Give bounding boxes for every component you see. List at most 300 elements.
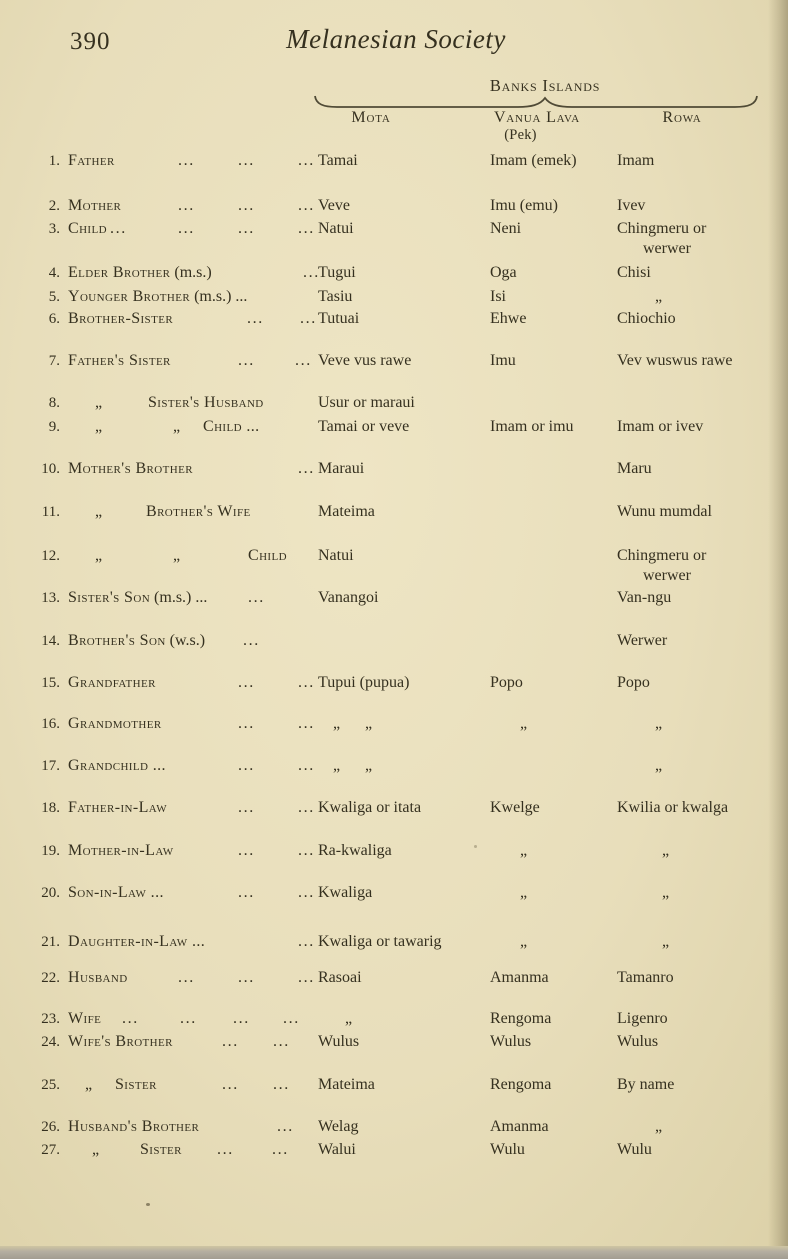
table-row <box>0 393 788 417</box>
leader-dots: ... <box>273 1076 290 1093</box>
rowa-cell <box>617 588 671 608</box>
cell-text: Tasiu <box>318 288 353 305</box>
cell-text: Sister <box>140 1141 182 1158</box>
cell-text: Isi <box>490 288 506 305</box>
cell-text: Mateima <box>318 503 375 520</box>
cell-text: Amanma <box>490 1118 549 1135</box>
leader-dots: ... <box>298 197 315 214</box>
term-cell <box>68 673 320 693</box>
cell-text: Amanma <box>490 969 549 986</box>
cell-text: Chisi <box>617 264 651 281</box>
mota-cell <box>318 932 442 952</box>
leader-dots: ... <box>238 757 255 774</box>
row-number: 10. <box>41 461 60 477</box>
term-cell <box>68 151 320 171</box>
page-edge-shadow-right <box>768 0 788 1259</box>
cell-text: Elder Brother <box>68 264 171 281</box>
leader-dots: ... <box>238 842 255 859</box>
mota-cell <box>318 841 392 861</box>
cell-text: Father-in-Law <box>68 799 168 816</box>
vanua-lava-cell <box>490 1117 549 1137</box>
rowa-cell <box>617 417 703 437</box>
mota-cell <box>318 393 415 413</box>
row-number: 21. <box>41 934 60 950</box>
cell-text: Husband's Brother <box>68 1118 200 1135</box>
table-row <box>0 263 788 287</box>
row-number: 2. <box>48 198 60 214</box>
cell-text: Veve <box>318 197 350 214</box>
page-bottom-edge <box>0 1246 788 1259</box>
leader-dots: ... <box>298 674 315 691</box>
leader-dots: ... <box>298 460 315 477</box>
term-cell <box>68 932 320 952</box>
table-row <box>0 196 788 220</box>
cell-text: Popo <box>617 674 650 691</box>
ditto-mark: „ <box>345 1010 353 1027</box>
ditto-mark: „ <box>520 884 528 901</box>
leader-dots: ... <box>178 152 195 169</box>
row-number: 12. <box>41 548 60 564</box>
rowa-cell <box>617 151 654 171</box>
cell-text: Wulus <box>318 1033 360 1050</box>
row-number: 26. <box>41 1119 60 1135</box>
cell-text: Welag <box>318 1118 359 1135</box>
term-cell <box>68 351 320 371</box>
leader-dots: ... <box>178 197 195 214</box>
table-row <box>0 1009 788 1033</box>
mota-cell <box>318 1117 358 1137</box>
ditto-mark: „ <box>95 418 103 435</box>
page-number: 390 <box>70 28 111 55</box>
ink-speck <box>146 1203 150 1206</box>
row-number: 24. <box>41 1034 60 1050</box>
term-cell <box>68 968 320 988</box>
term-cell <box>68 883 320 903</box>
cell-text: Wulu <box>617 1141 652 1158</box>
term-cell <box>68 219 320 239</box>
row-number: 19. <box>41 843 60 859</box>
vanua-lava-cell <box>490 309 526 329</box>
table-row <box>0 756 788 780</box>
column-header-mota: Mota <box>351 109 391 126</box>
page-title: Melanesian Society <box>286 24 506 54</box>
cell-text: Child <box>248 547 287 564</box>
rowa-cell <box>617 631 667 651</box>
cell-text: Mother's Brother <box>68 460 193 477</box>
cell-text: Walui <box>318 1141 356 1158</box>
leader-dots: ... <box>243 632 260 649</box>
cell-text: Ligenro <box>617 1010 668 1027</box>
table-row <box>0 883 788 907</box>
leader-dots: ... <box>217 1141 234 1158</box>
leader-dots: ... <box>238 352 255 369</box>
table-row <box>0 714 788 738</box>
cell-text: Wunu mumdal <box>617 503 712 520</box>
cell-text: Oga <box>490 264 517 281</box>
leader-dots: ... <box>298 757 315 774</box>
leader-dots: ... <box>273 1033 290 1050</box>
leader-dots: ... <box>222 1076 239 1093</box>
column-header-rowa: Rowa <box>662 109 702 126</box>
cell-text: Brother's Son <box>68 632 166 649</box>
cell-text: Natui <box>318 220 354 237</box>
table-row <box>0 151 788 175</box>
cell-text: Kwelge <box>490 799 540 816</box>
cell-text: Tamanro <box>617 969 674 986</box>
cell-text: Chiochio <box>617 310 676 327</box>
leader-dots: ... <box>122 1010 139 1027</box>
leader-dots: ... <box>300 310 317 327</box>
cell-text: Wulu <box>490 1141 525 1158</box>
table-row <box>0 841 788 865</box>
row-number: 5. <box>48 289 60 305</box>
term-cell <box>68 287 320 307</box>
term-cell <box>68 1009 320 1029</box>
rowa-cell <box>617 546 707 584</box>
mota-cell <box>318 459 364 479</box>
rowa-cell <box>617 309 676 329</box>
leader-dots: ... <box>248 589 265 606</box>
row-number: 17. <box>41 758 60 774</box>
ditto-mark: „ <box>365 757 373 774</box>
mota-cell <box>318 1140 356 1160</box>
rowa-cell <box>617 1140 652 1160</box>
mota-cell <box>318 588 378 608</box>
term-cell <box>68 263 320 283</box>
ditto-mark: „ <box>95 547 103 564</box>
group-header-banks-islands: Banks Islands <box>489 76 601 95</box>
table-row <box>0 546 788 584</box>
vanua-lava-cell <box>490 968 549 988</box>
cell-text: Father's Sister <box>68 352 171 369</box>
rowa-cell <box>617 798 728 818</box>
leader-dots: ... <box>295 352 312 369</box>
row-number: 20. <box>41 885 60 901</box>
term-cell <box>68 196 320 216</box>
cell-text: Child <box>68 220 107 237</box>
cell-text: Sister's Husband <box>148 394 264 411</box>
column-header-vanua-lava-sub: (Pek) <box>504 127 537 143</box>
mota-cell <box>318 309 359 329</box>
table-row <box>0 219 788 257</box>
rowa-cell <box>617 351 733 371</box>
leader-dots: ... <box>298 152 315 169</box>
cell-text: Rengoma <box>490 1076 552 1093</box>
rowa-cell <box>617 459 652 479</box>
mota-cell <box>318 968 362 988</box>
leader-dots: ... <box>238 674 255 691</box>
leader-dots: ... <box>178 220 195 237</box>
row-number: 22. <box>41 970 60 986</box>
cell-text: Werwer <box>617 632 668 649</box>
leader-dots: ... <box>238 220 255 237</box>
row-number: 23. <box>41 1011 60 1027</box>
ditto-mark: „ <box>655 1118 663 1135</box>
cell-text: Mother-in-Law <box>68 842 174 859</box>
cell-text: (m.s.) ... <box>190 288 248 305</box>
vanua-lava-cell <box>490 1075 551 1095</box>
cell-text: (m.s.) ... <box>150 589 208 606</box>
cell-text: Mateima <box>318 1076 375 1093</box>
table-row <box>0 287 788 311</box>
rowa-cell <box>617 219 707 257</box>
cell-text: Grandchild ... <box>68 757 166 774</box>
leader-dots: ... <box>238 884 255 901</box>
cell-text: Grandfather <box>68 674 156 691</box>
ditto-mark: „ <box>85 1076 93 1093</box>
table-row <box>0 588 788 612</box>
ditto-mark: „ <box>520 842 528 859</box>
cell-text: Veve vus rawe <box>318 352 412 369</box>
leader-dots: ... <box>222 1033 239 1050</box>
ditto-mark: „ <box>655 288 663 305</box>
table-row <box>0 631 788 655</box>
cell-text: Imu <box>490 352 516 369</box>
table-row <box>0 309 788 333</box>
vanua-lava-cell <box>490 1140 525 1160</box>
rowa-cell <box>617 502 712 522</box>
table-row <box>0 1140 788 1164</box>
cell-text: By name <box>617 1076 675 1093</box>
row-number: 15. <box>41 675 60 691</box>
row-number: 18. <box>41 800 60 816</box>
mota-cell <box>318 1075 375 1095</box>
table-row <box>0 1075 788 1099</box>
cell-text: Neni <box>490 220 522 237</box>
cell-text: Sister's Son <box>68 589 151 606</box>
leader-dots: ... <box>298 933 315 950</box>
vanua-lava-cell <box>490 417 574 437</box>
table-row <box>0 798 788 822</box>
vanua-lava-cell <box>490 1009 551 1029</box>
cell-text: Imu (emu) <box>490 197 558 214</box>
table-row <box>0 968 788 992</box>
cell-text: Husband <box>68 969 128 986</box>
row-number: 16. <box>41 716 60 732</box>
cell-text: Ivev <box>617 197 646 214</box>
rowa-cell <box>617 968 674 988</box>
cell-text: Tutuai <box>318 310 360 327</box>
ditto-mark: „ <box>520 715 528 732</box>
rowa-cell <box>617 196 645 216</box>
ditto-mark: „ <box>662 842 670 859</box>
table-row <box>0 1117 788 1141</box>
cell-text: Ra-kwaliga <box>318 842 392 859</box>
cell-text: Son-in-Law ... <box>68 884 164 901</box>
ditto-mark: „ <box>655 715 663 732</box>
leader-dots: ... <box>303 264 320 281</box>
cell-text: Van-ngu <box>617 589 672 606</box>
leader-dots: ... <box>283 1010 300 1027</box>
vanua-lava-cell <box>490 263 517 283</box>
term-cell <box>68 1117 320 1137</box>
table-row <box>0 932 788 956</box>
term-cell <box>68 714 320 734</box>
mota-cell <box>318 417 409 437</box>
leader-dots: ... <box>238 152 255 169</box>
leader-dots: ... <box>298 715 315 732</box>
cell-text: Grandmother <box>68 715 162 732</box>
cell-text: Kwaliga or tawarig <box>318 933 442 950</box>
cell-text: Maru <box>617 460 652 477</box>
vanua-lava-cell <box>490 351 516 371</box>
cell-text: Child ... <box>203 418 260 435</box>
table-row <box>0 673 788 697</box>
row-number: 9. <box>48 419 60 435</box>
mota-cell <box>318 263 356 283</box>
cell-text: Brother's Wife <box>146 503 251 520</box>
vanua-lava-cell <box>490 1032 531 1052</box>
ditto-mark: „ <box>333 715 341 732</box>
table-row <box>0 459 788 483</box>
table-row <box>0 502 788 526</box>
cell-text: Chingmeru or <box>617 220 707 237</box>
mota-cell <box>318 351 411 371</box>
row-number: 6. <box>48 311 60 327</box>
cell-text: Tupui (pupua) <box>318 674 410 691</box>
cell-text: (w.s.) <box>165 632 206 649</box>
term-cell <box>68 459 320 479</box>
term-cell <box>68 841 320 861</box>
vanua-lava-cell <box>490 196 558 216</box>
cell-text: Kwaliga <box>318 884 373 901</box>
term-cell <box>68 756 320 776</box>
mota-cell <box>318 196 350 216</box>
ink-speck <box>474 845 477 848</box>
cell-text: Natui <box>318 547 354 564</box>
leader-dots: ... <box>298 220 315 237</box>
row-number: 7. <box>48 353 60 369</box>
cell-text: Popo <box>490 674 523 691</box>
cell-text: Younger Brother <box>68 288 191 305</box>
ditto-mark: „ <box>173 547 181 564</box>
ditto-mark: „ <box>333 757 341 774</box>
table-row <box>0 1032 788 1056</box>
cell-text: werwer <box>643 240 691 257</box>
leader-dots: ... <box>180 1010 197 1027</box>
row-number: 13. <box>41 590 60 606</box>
leader-dots: ... <box>298 799 315 816</box>
term-cell <box>68 798 320 818</box>
cell-text: Rasoai <box>318 969 362 986</box>
cell-text: Daughter-in-Law ... <box>68 933 206 950</box>
vanua-lava-cell <box>490 798 540 818</box>
cell-text: Ehwe <box>490 310 527 327</box>
term-cell <box>68 631 320 651</box>
leader-dots: ... <box>247 310 264 327</box>
leader-dots: ... <box>238 799 255 816</box>
ditto-mark: „ <box>365 715 373 732</box>
leader-dots: ... <box>238 715 255 732</box>
cell-text: Kwaliga or itata <box>318 799 422 816</box>
cell-text: Vev wuswus rawe <box>617 352 733 369</box>
mota-cell <box>318 883 372 903</box>
leader-dots: ... <box>298 842 315 859</box>
cell-text: Usur or maraui <box>318 394 415 411</box>
cell-text: Wulus <box>617 1033 659 1050</box>
cell-text: Vanangoi <box>318 589 379 606</box>
cell-text: Tugui <box>318 264 356 281</box>
vanua-lava-cell <box>490 151 577 171</box>
mota-cell <box>318 502 375 522</box>
ditto-mark: „ <box>655 757 663 774</box>
ditto-mark: „ <box>95 394 103 411</box>
mota-cell <box>318 219 354 239</box>
cell-text: Wife's Brother <box>68 1033 173 1050</box>
table-row <box>0 417 788 441</box>
rowa-cell <box>617 673 650 693</box>
cell-text: Imam or ivev <box>617 418 704 435</box>
ditto-mark: „ <box>520 933 528 950</box>
leader-dots: ... <box>233 1010 250 1027</box>
cell-text: Father <box>68 152 115 169</box>
term-cell <box>68 1032 320 1052</box>
ditto-mark: „ <box>662 933 670 950</box>
leader-dots: ... <box>298 884 315 901</box>
rowa-cell <box>617 263 651 283</box>
table-row <box>0 351 788 375</box>
vanua-lava-cell <box>490 219 521 239</box>
cell-text: Imam or imu <box>490 418 574 435</box>
leader-dots: ... <box>277 1118 294 1135</box>
cell-text: Imam (emek) <box>490 152 577 169</box>
leader-dots: ... <box>110 220 127 237</box>
mota-cell <box>318 151 358 171</box>
vanua-lava-cell <box>490 287 506 307</box>
ditto-mark: „ <box>662 884 670 901</box>
cell-text: (m.s.) <box>170 264 212 281</box>
ditto-mark: „ <box>95 503 103 520</box>
rowa-cell <box>617 1009 668 1029</box>
row-number: 4. <box>48 265 60 281</box>
mota-cell <box>318 798 421 818</box>
column-header-vanua-lava: Vanua Lava <box>493 109 581 126</box>
rowa-cell <box>617 1075 674 1095</box>
cell-text: Tamai or veve <box>318 418 410 435</box>
leader-dots: ... <box>238 969 255 986</box>
cell-text: Wife <box>68 1010 102 1027</box>
vanua-lava-cell <box>490 673 523 693</box>
term-cell <box>68 309 320 329</box>
row-number: 11. <box>41 504 60 520</box>
mota-cell <box>318 287 352 307</box>
rowa-cell <box>617 1032 658 1052</box>
cell-text: werwer <box>643 567 691 584</box>
mota-cell <box>318 546 354 566</box>
cell-text: Imam <box>617 152 655 169</box>
cell-text: Tamai <box>318 152 358 169</box>
cell-text: Sister <box>115 1076 157 1093</box>
cell-text: Mother <box>68 197 122 214</box>
cell-text: Brother-Sister <box>68 310 174 327</box>
leader-dots: ... <box>178 969 195 986</box>
row-number: 25. <box>41 1077 60 1093</box>
ditto-mark: „ <box>92 1141 100 1158</box>
row-number: 3. <box>48 221 60 237</box>
row-number: 1. <box>48 153 60 169</box>
leader-dots: ... <box>272 1141 289 1158</box>
row-number: 14. <box>41 633 60 649</box>
cell-text: Kwilia or kwalga <box>617 799 729 816</box>
leader-dots: ... <box>298 969 315 986</box>
cell-text: Chingmeru or <box>617 547 707 564</box>
mota-cell <box>318 673 409 693</box>
term-cell <box>68 588 320 608</box>
row-number: 8. <box>48 395 60 411</box>
mota-cell <box>318 1032 359 1052</box>
cell-text: Rengoma <box>490 1010 552 1027</box>
leader-dots: ... <box>238 197 255 214</box>
